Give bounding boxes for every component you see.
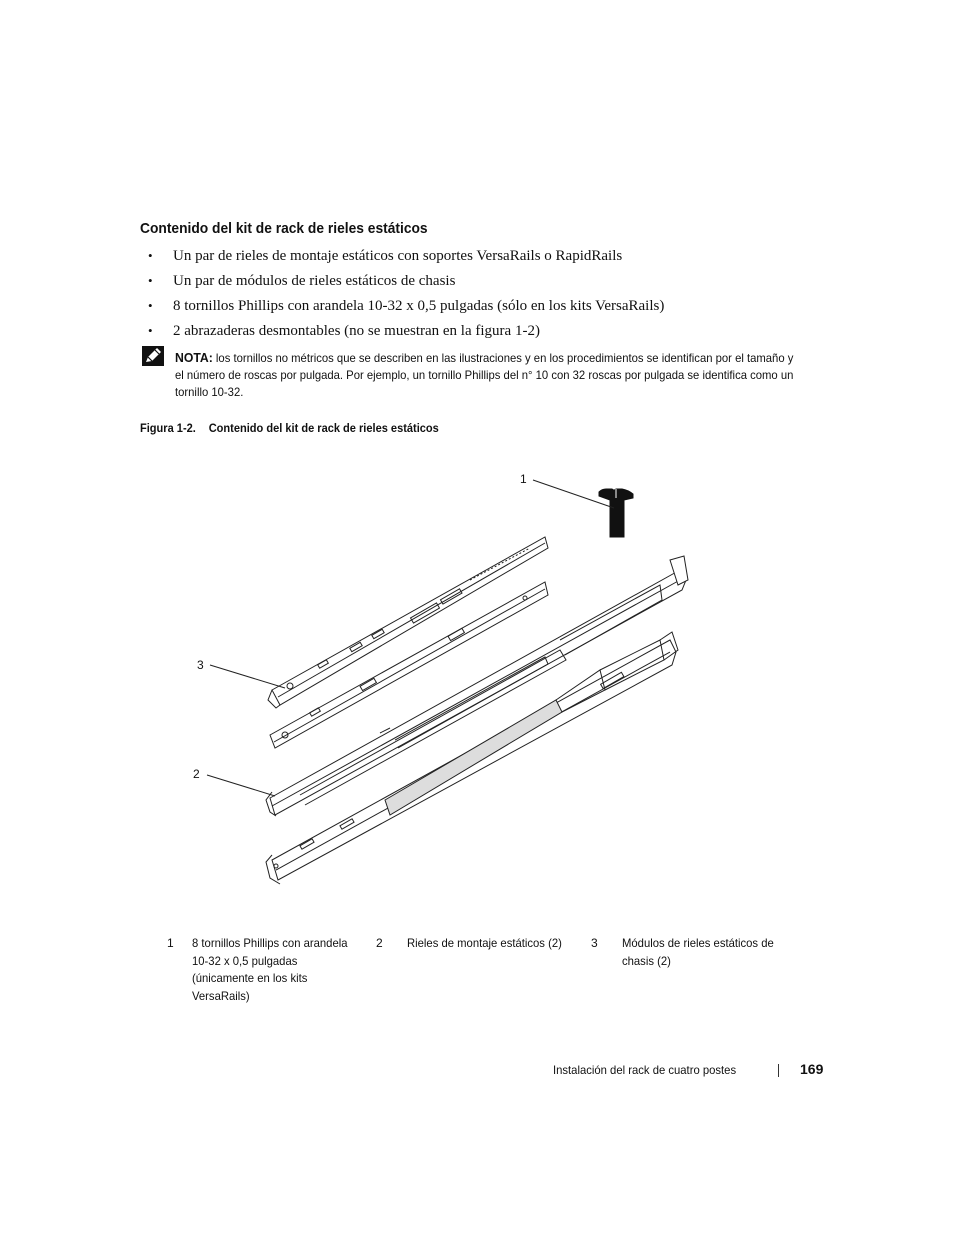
- legend-number: 3: [591, 936, 598, 950]
- footer-chapter: Instalación del rack de cuatro postes: [553, 1063, 737, 1077]
- list-item: • 8 tornillos Phillips con arandela 10-32 x 0,5 pulgadas (sólo en los kits VersaRails): [148, 298, 665, 314]
- legend-number: 2: [376, 936, 383, 950]
- bullet-marker: •: [148, 248, 153, 263]
- callout-2: 2: [193, 767, 200, 781]
- callout-3: 3: [197, 658, 204, 672]
- note-label: NOTA:: [175, 350, 213, 365]
- legend-number: 1: [167, 936, 174, 950]
- list-item: • Un par de rieles de montaje estáticos con soportes VersaRails o RapidRails: [148, 248, 623, 264]
- footer-separator: [778, 1064, 779, 1077]
- bullet-marker: •: [148, 323, 153, 338]
- callout-2-leader: [207, 775, 275, 796]
- legend-text: Rieles de montaje estáticos (2): [407, 936, 562, 950]
- figure-number: Figura 1-2.: [140, 421, 196, 435]
- callout-1: 1: [520, 472, 527, 486]
- page-number: 169: [800, 1061, 824, 1077]
- screw-drawing: [599, 489, 633, 537]
- note-body: los tornillos no métricos que se describen en las ilustraciones y en los procedimientos se identifican por el tamaño y el número de roscas por pulgada. Por ejemplo, un tornillo Phillips del n° 10 con 32 roscas por pulgada se identifica como un tornillo 10-32.: [175, 351, 794, 399]
- bullet-marker: •: [148, 273, 153, 288]
- list-item: • 2 abrazaderas desmontables (no se muestran en la figura 1-2): [148, 323, 540, 339]
- callout-3-leader: [210, 665, 285, 688]
- legend-text: 8 tornillos Phillips con arandela 10-32 x 0,5 pulgadas (únicamente en los kits VersaRails): [192, 936, 348, 1003]
- figure-title: Contenido del kit de rack de rieles estáticos: [208, 421, 439, 435]
- legend-text: Módulos de rieles estáticos de chasis (2): [622, 936, 774, 968]
- section-heading: Contenido del kit de rack de rieles estáticos: [140, 220, 428, 237]
- list-item: • Un par de módulos de rieles estáticos de chasis: [148, 273, 456, 289]
- bullet-marker: •: [148, 298, 153, 313]
